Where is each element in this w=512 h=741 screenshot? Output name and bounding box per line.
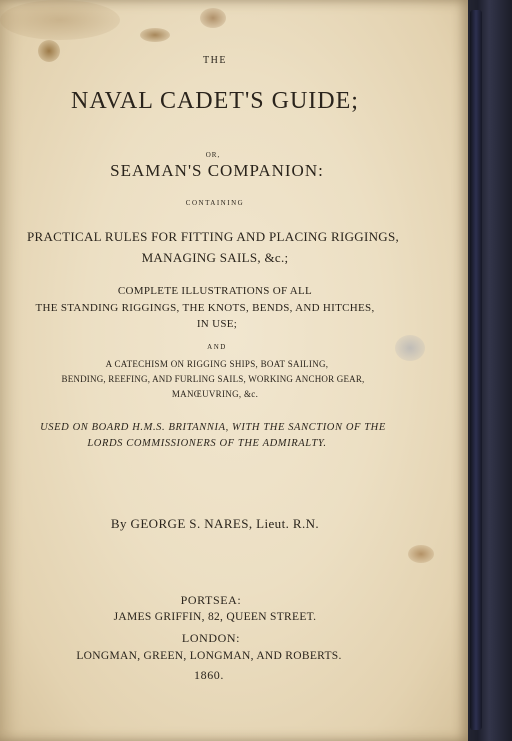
contents-catechism-line: A CATECHISM ON RIGGING SHIPS, BOAT SAILING, xyxy=(105,359,329,369)
imprint-publisher: JAMES GRIFFIN, 82, QUEEN STREET. xyxy=(113,611,317,623)
imprint-year: 1860. xyxy=(194,668,224,682)
containing-label: CONTAINING xyxy=(185,199,245,207)
imprint-place: PORTSEA: xyxy=(180,593,242,607)
title-article: THE xyxy=(203,55,227,66)
usage-note-line: LORDS COMMISSIONERS OF THE ADMIRALTY. xyxy=(87,438,327,449)
contents-rules-line: PRACTICAL RULES FOR FITTING AND PLACING RIGGINGS, xyxy=(26,229,400,244)
and-connector: AND xyxy=(207,343,227,351)
contents-catechism-line: MANŒUVRING, &c. xyxy=(171,389,259,399)
foxing-stain xyxy=(140,28,170,42)
usage-note-line: USED ON BOARD H.M.S. BRITANNIA, WITH THE SANCTION OF THE xyxy=(40,422,386,433)
book-spine-edge xyxy=(470,10,482,730)
imprint-place: LONDON: xyxy=(181,631,241,645)
contents-catechism-line: BENDING, REEFING, AND FURLING SAILS, WORKING ANCHOR GEAR, xyxy=(61,374,365,384)
contents-illustrations-line: THE STANDING RIGGINGS, THE KNOTS, BENDS, AND HITCHES, xyxy=(35,302,375,314)
book-subtitle: SEAMAN'S COMPANION: xyxy=(110,161,324,180)
contents-illustrations-line: IN USE; xyxy=(196,318,238,330)
author-line: By GEORGE S. NARES, Lieut. R.N. xyxy=(110,516,320,531)
foxing-stain xyxy=(200,8,226,28)
contents-illustrations-line: COMPLETE ILLUSTRATIONS OF ALL xyxy=(117,285,313,297)
foxing-stain xyxy=(0,0,120,40)
book-title: NAVAL CADET'S GUIDE; xyxy=(71,88,359,114)
foxing-stain xyxy=(408,545,434,563)
contents-rules-line: MANAGING SAILS, &c.; xyxy=(141,250,289,265)
imprint-publisher: LONGMAN, GREEN, LONGMAN, AND ROBERTS. xyxy=(76,650,342,662)
or-connector: OR, xyxy=(205,151,221,159)
